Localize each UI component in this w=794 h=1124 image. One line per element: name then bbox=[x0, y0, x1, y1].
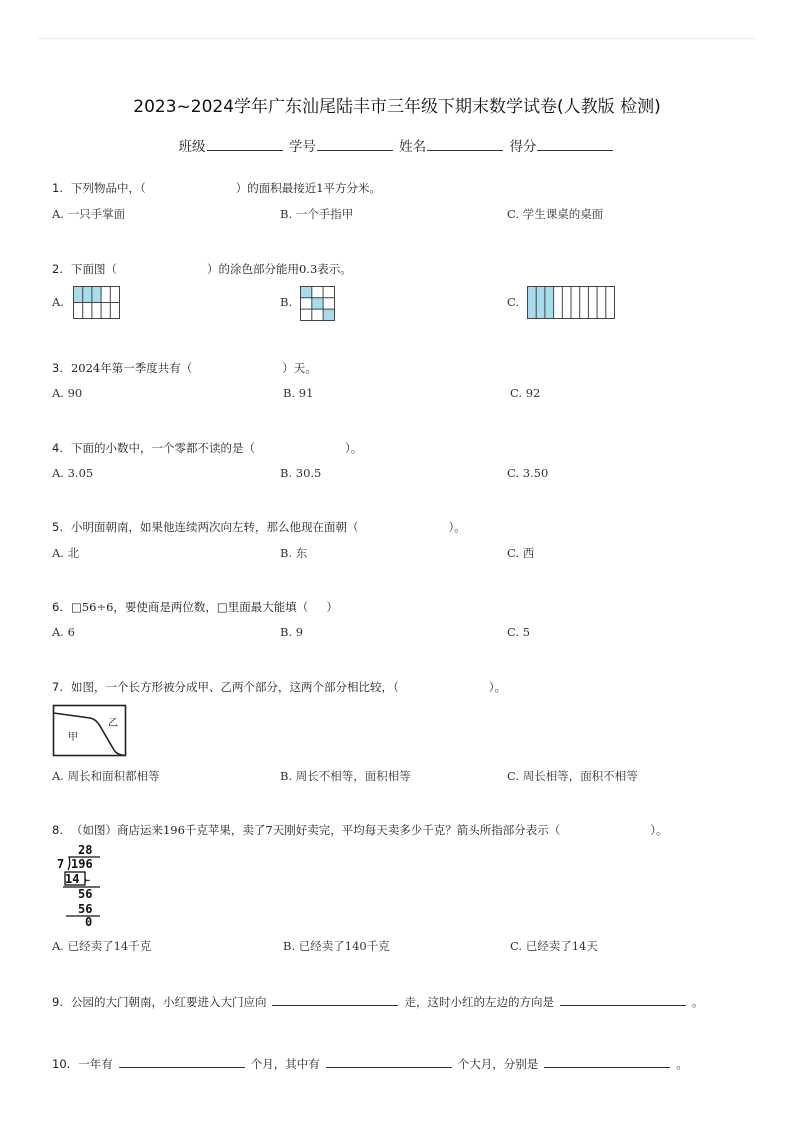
question-4 bbox=[52, 440, 362, 456]
question-number: 10. bbox=[52, 1057, 71, 1071]
question-number: 1. bbox=[52, 181, 63, 195]
question-9 bbox=[52, 993, 703, 1010]
question-number: 4. bbox=[52, 441, 63, 455]
question-number: 6. bbox=[52, 600, 63, 614]
question-number: 8. bbox=[52, 823, 63, 837]
q2-option-b[interactable]: B. bbox=[280, 295, 293, 309]
q5-option-c[interactable]: C. 西 bbox=[507, 546, 535, 560]
step-product-2: 56 bbox=[78, 902, 93, 916]
page-top-rule bbox=[38, 38, 756, 39]
question-number: 7. bbox=[52, 680, 63, 694]
question-number: 2. bbox=[52, 262, 63, 276]
question-7 bbox=[52, 679, 506, 695]
class-blank[interactable] bbox=[207, 136, 283, 151]
q5-option-b[interactable]: B. 东 bbox=[280, 546, 308, 560]
question-10 bbox=[52, 1055, 688, 1072]
question-text-end: ）。 bbox=[488, 680, 506, 694]
q7-option-c[interactable]: C. 周长相等，面积不相等 bbox=[507, 769, 638, 783]
q4-option-b[interactable]: B. 30.5 bbox=[280, 466, 322, 480]
question-text: 公园的大门朝南，小红要进入大门应向 bbox=[70, 995, 267, 1009]
question-text: 一年有 bbox=[78, 1057, 113, 1071]
question-text: 下面图（ bbox=[70, 262, 117, 276]
fill-blank-2[interactable] bbox=[326, 1055, 452, 1068]
q8-option-b[interactable]: B. 已经卖了140千克 bbox=[283, 939, 390, 953]
question-text-end: 。 bbox=[691, 995, 704, 1009]
q3-option-a[interactable]: A. 90 bbox=[52, 386, 83, 400]
class-label: 班级 bbox=[178, 139, 206, 155]
divisor: 7 bbox=[57, 857, 65, 871]
q2-figure-a bbox=[73, 286, 121, 320]
question-text: 个月，其中有 bbox=[250, 1057, 320, 1071]
q8-option-c[interactable]: C. 已经卖了14天 bbox=[510, 939, 598, 953]
fill-blank-3[interactable] bbox=[544, 1055, 670, 1068]
final-remainder: 0 bbox=[85, 915, 93, 928]
step-remainder: 56 bbox=[78, 887, 93, 901]
question-5 bbox=[52, 519, 466, 535]
q2-option-c[interactable]: C. bbox=[507, 295, 520, 309]
q5-option-a[interactable]: A. 北 bbox=[52, 546, 80, 560]
question-text: 下列物品中，（ bbox=[70, 181, 146, 195]
student-number-blank[interactable] bbox=[317, 136, 393, 151]
part-yi-label: 乙 bbox=[108, 718, 118, 729]
question-text-end: ）。 bbox=[448, 520, 466, 534]
question-text-end: 。 bbox=[676, 1057, 688, 1071]
q6-option-c[interactable]: C. 5 bbox=[507, 625, 531, 639]
q1-option-a[interactable]: A. 一只手掌面 bbox=[52, 207, 126, 221]
q1-option-c[interactable]: C. 学生课桌的桌面 bbox=[507, 207, 604, 221]
fill-blank-1[interactable] bbox=[119, 1055, 245, 1068]
question-text-end: ）。 bbox=[344, 441, 363, 455]
question-text-end: ）的面积最接近1平方分米。 bbox=[235, 181, 382, 195]
q4-option-c[interactable]: C. 3.50 bbox=[507, 466, 549, 480]
question-text: 2024年第一季度共有（ bbox=[70, 361, 193, 375]
question-number: 5. bbox=[52, 520, 63, 534]
student-info-line bbox=[0, 135, 794, 155]
question-6 bbox=[52, 599, 338, 615]
step-product-1: 14 bbox=[65, 872, 80, 886]
question-number: 3. bbox=[52, 361, 63, 375]
pointer-arrow: ← bbox=[84, 875, 91, 886]
q2-option-a[interactable]: A. bbox=[52, 295, 64, 309]
question-1 bbox=[52, 180, 381, 196]
q3-option-b[interactable]: B. 91 bbox=[283, 386, 314, 400]
name-blank[interactable] bbox=[427, 136, 503, 151]
question-text-end: ）天。 bbox=[282, 361, 317, 375]
question-text-end: ）。 bbox=[650, 823, 668, 837]
fill-blank-1[interactable] bbox=[272, 993, 398, 1006]
q6-option-a[interactable]: A. 6 bbox=[52, 625, 75, 639]
exam-title: 2023~2024学年广东汕尾陆丰市三年级下期末数学试卷(人教版 检测) bbox=[133, 97, 661, 117]
question-8 bbox=[52, 822, 668, 838]
score-label: 得分 bbox=[509, 139, 537, 155]
question-text: （如图）商店运来196千克苹果，卖了7天刚好卖完，平均每天卖多少千克？箭头所指部分表示（ bbox=[70, 823, 561, 837]
question-text: 走，这时小红的左边的方向是 bbox=[404, 995, 554, 1009]
q4-option-a[interactable]: A. 3.05 bbox=[52, 466, 94, 480]
question-text: □56÷6，要使商是两位数，□里面最大能填（ bbox=[70, 600, 309, 614]
q3-option-c[interactable]: C. 92 bbox=[510, 386, 541, 400]
q2-figure-c bbox=[527, 286, 617, 320]
q8-long-division bbox=[54, 842, 106, 928]
question-text-end: ）的涂色部分能用0.3表示。 bbox=[206, 262, 352, 276]
q6-option-b[interactable]: B. 9 bbox=[280, 625, 304, 639]
question-text: 如图，一个长方形被分成甲、乙两个部分，这两个部分相比较，（ bbox=[70, 680, 399, 694]
q8-option-a[interactable]: A. 已经卖了14千克 bbox=[52, 939, 152, 953]
q1-option-b[interactable]: B. 一个手指甲 bbox=[280, 207, 354, 221]
score-blank[interactable] bbox=[537, 136, 613, 151]
question-text: 下面的小数中，一个零都不读的是（ bbox=[70, 441, 255, 455]
q7-rectangle-figure bbox=[52, 704, 128, 758]
question-text: 个大月，分别是 bbox=[457, 1057, 539, 1071]
quotient: 28 bbox=[78, 843, 93, 857]
name-label: 姓名 bbox=[399, 139, 427, 155]
student-number-label: 学号 bbox=[288, 139, 316, 155]
q2-figure-b bbox=[300, 286, 336, 322]
question-text: 小明面朝南，如果他连续两次向左转，那么他现在面朝（ bbox=[70, 520, 359, 534]
question-2 bbox=[52, 261, 352, 277]
q7-option-a[interactable]: A. 周长和面积都相等 bbox=[52, 769, 160, 783]
fill-blank-2[interactable] bbox=[560, 993, 686, 1006]
question-text-end: ） bbox=[326, 600, 338, 614]
q7-option-b[interactable]: B. 周长不相等，面积相等 bbox=[280, 769, 411, 783]
dividend: 196 bbox=[71, 857, 93, 871]
part-jia-label: 甲 bbox=[68, 732, 78, 743]
question-3 bbox=[52, 360, 317, 376]
question-number: 9. bbox=[52, 995, 63, 1009]
